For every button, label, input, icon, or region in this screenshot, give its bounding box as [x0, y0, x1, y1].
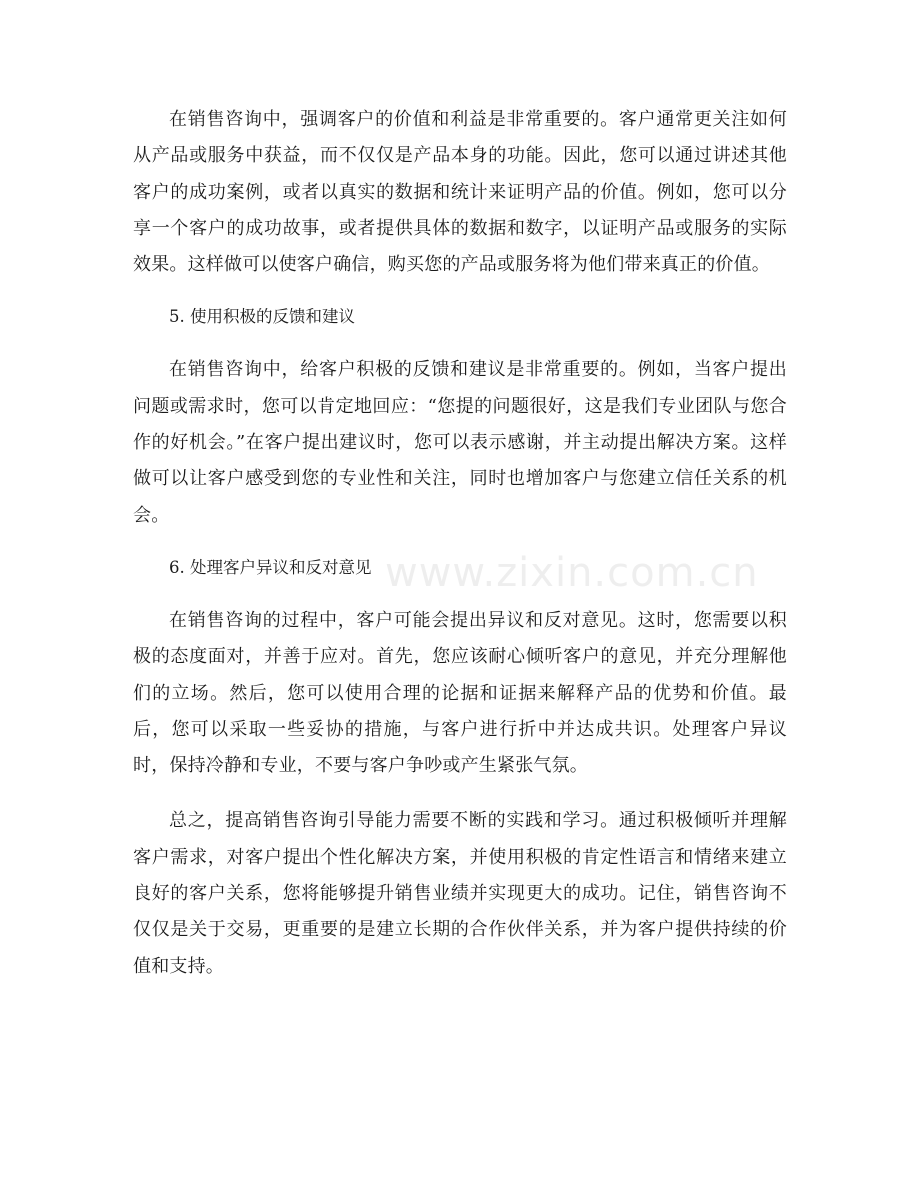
section-heading-6: 6. 处理客户异议和反对意见: [169, 557, 372, 577]
paragraph-conclusion: 总之，提高销售咨询引导能力需要不断的实践和学习。通过积极倾听并理解客户需求，对客户提出个性化解决方案，并使用积极的肯定性语言和情绪来建立良好的客户关系，您将能够提升销售业绩并实现更大的成功。记住，销售咨询不仅仅是关于交易，更重要的是建立长期的合作伙伴关系，并为客户提供持续的价值和支持。: [133, 810, 787, 977]
paragraph-handle-objections: 在销售咨询的过程中，客户可能会提出异议和反对意见。这时，您需要以积极的态度面对，并善于应对。首先，您应该耐心倾听客户的意见，并充分理解他们的立场。然后，您可以使用合理的论据和证据来解释产品的优势和价值。最后，您可以采取一些妥协的措施，与客户进行折中并达成共识。处理客户异议时，保持冷静和专业，不要与客户争吵或产生紧张气氛。: [133, 609, 787, 777]
section-heading-5: 5. 使用积极的反馈和建议: [169, 307, 355, 327]
paragraph-positive-feedback: 在销售咨询中，给客户积极的反馈和建议是非常重要的。例如，当客户提出问题或需求时，您可以肯定地回应：“您提的问题很好，这是我们专业团队与您合作的好机会。”在客户提出建议时，您可以表示感谢，并主动提出解决方案。这样做可以让客户感受到您的专业性和关注，同时也增加客户与您建立信任关系的机会。: [133, 359, 787, 526]
paragraph-customer-value: 在销售咨询中，强调客户的价值和利益是非常重要的。客户通常更关注如何从产品或服务中获益，而不仅仅是产品本身的功能。因此，您可以通过讲述其他客户的成功案例，或者以真实的数据和统计来证明产品的价值。例如，您可以分享一个客户的成功故事，或者提供具体的数据和数字，以证明产品或服务的实际效果。这样做可以使客户确信，购买您的产品或服务将为他们带来真正的价值。: [133, 109, 787, 276]
watermark: www.zixin.com.cn: [385, 550, 759, 596]
